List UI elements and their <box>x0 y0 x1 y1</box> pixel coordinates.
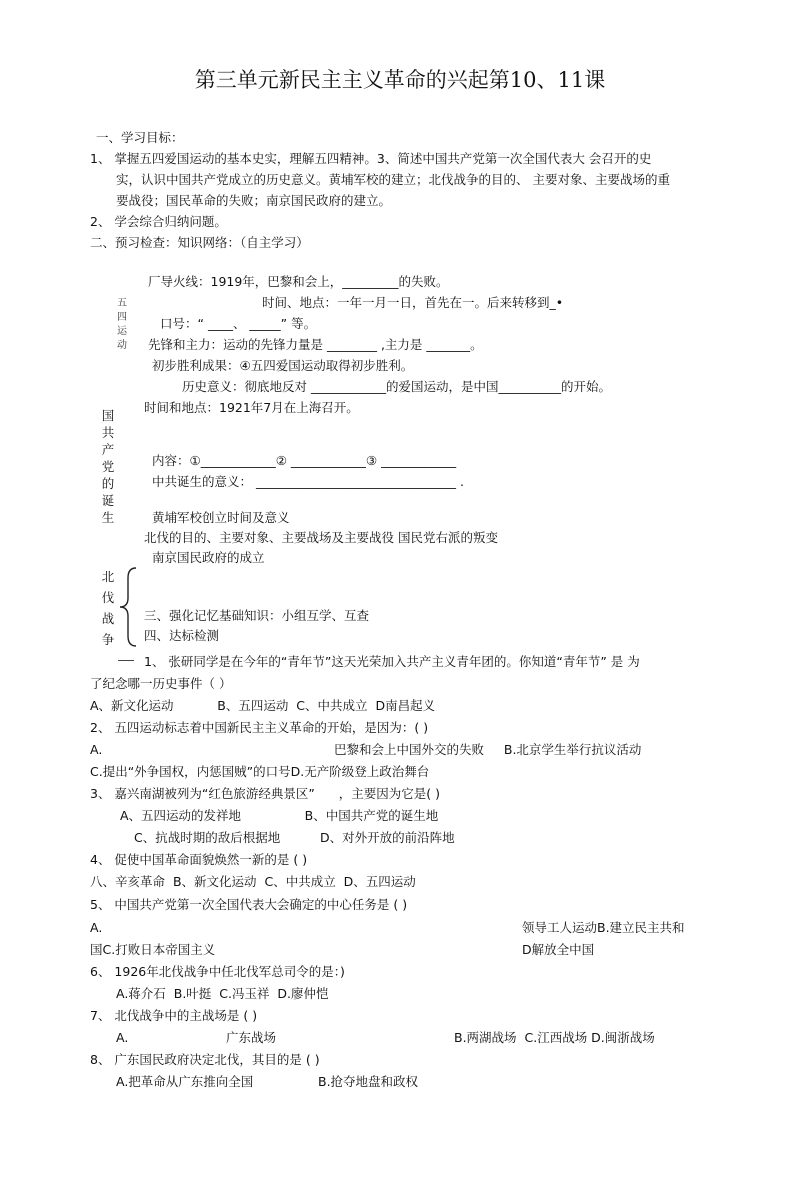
question-4: 4、 促使中国革命面貌焕然一新的是 ( ) <box>90 852 308 867</box>
question-4-options: 八、辛亥革命 B、新文化运动 C、中共成立 D、五四运动 <box>90 874 416 889</box>
objective-item-1-line-2: 实，认识中国共产党成立的历史意义。黄埔军校的建立；北伐战争的目的、 主要对象、主要战场的重 <box>116 172 670 187</box>
page-title: 第三单元新民主主义革命的兴起第10、11课 <box>194 68 606 92</box>
question-3-options-ab: A、五四运动的发祥地 B、中国共产党的诞生地 <box>120 808 439 823</box>
content-line: 内容：①____________② ____________③ ____________ <box>152 453 457 468</box>
preview-heading: 二、预习检查：知识网络：（自主学习） <box>90 235 309 250</box>
question-8-option-b: B.抢夺地盘和政权 <box>318 1074 419 1089</box>
question-1-options: A、新文化运动 B、五四运动 C、中共成立 D南昌起义 <box>90 698 436 713</box>
initial-victory-line: 初步胜利成果：④五四爱国运动取得初步胜利。 <box>152 358 414 373</box>
fuse-line: 厂导火线：1919年，巴黎和会上，_________的失败。 <box>148 274 449 289</box>
question-3: 3、 嘉兴南湖被列为“红色旅游经典景区” ，主要因为它是( ) <box>90 786 440 801</box>
brace-icon <box>116 566 140 648</box>
significance-line: 历史意义：彻底地反对 ____________的爱国运动，是中国__________的开始。 <box>182 379 611 394</box>
question-1-line-2: 了纪念哪一历史事件（ ） <box>90 676 232 691</box>
question-8: 8、 广东国民政府决定北伐，其目的是 ( ) <box>90 1052 320 1067</box>
question-2-options-cd: C.提出“外争国权，内惩国贼”的口号D.无产阶级登上政治舞台 <box>90 764 430 779</box>
question-7-option-a-label: A. <box>116 1030 129 1045</box>
question-3-options-cd: C、抗战时期的敌后根据地 D、对外开放的前沿阵地 <box>134 830 455 845</box>
cpc-meaning-line: 中共诞生的意义： ________________________________ . <box>152 474 464 489</box>
divider <box>118 660 134 661</box>
nanjing-line: 南京国民政府的成立 <box>152 550 265 565</box>
question-5-option-c: 国C.打败日本帝国主义 <box>90 942 216 957</box>
side-label-may-fourth: 五 四 运 动 <box>117 298 127 351</box>
objective-item-1-line-3: 要战役；国民革命的失败；南京国民政府的建立。 <box>116 193 392 208</box>
question-1-line-1: 1、 张研同学是在今年的“青年节”这天光荣加入共产主义青年团的。你知道“青年节” 是 为 <box>144 654 640 669</box>
section-4-heading: 四、达标检测 <box>144 628 220 643</box>
time-place-line: 时间、地点：一年一月一日，首先在一。后来转移到_• <box>262 295 564 310</box>
question-7-options-bcd: B.两湖战场 C.江西战场 D.闽浙战场 <box>454 1030 655 1045</box>
objective-item-2: 2、 学会综合归纳问题。 <box>90 214 227 229</box>
side-label-cpc-birth: 国 共 产 党 的 诞 生 <box>101 408 115 525</box>
question-5: 5、 中国共产党第一次全国代表大会确定的中心任务是 ( ) <box>90 897 408 912</box>
objective-item-1-line-1: 1、 掌握五四爱国运动的基本史实，理解五四精神。3、简述中国共产党第一次全国代表大 会召开的史 <box>90 151 652 166</box>
question-2-option-a-label: A. <box>90 742 103 757</box>
objectives-heading: 一、学习目标： <box>96 130 184 145</box>
side-label-northern-expedition: 北 伐 战 争 <box>101 569 115 647</box>
question-7: 7、 北伐战争中的主战场是 ( ) <box>90 1008 258 1023</box>
whampoa-line: 黄埔军校创立时间及意义 <box>152 510 290 525</box>
question-6-options: A.蒋介石 B.叶挺 C.冯玉祥 D.廖仲恺 <box>116 986 329 1001</box>
cpc-time-place-line: 时间和地点：1921年7月在上海召开。 <box>144 400 359 415</box>
question-5-options-ab: 领导工人运动B.建立民主共和 <box>522 920 685 935</box>
question-7-option-a: 广东战场 <box>226 1030 277 1045</box>
question-2: 2、 五四运动标志着中国新民主主义革命的开始，是因为：( ) <box>90 720 429 735</box>
question-5-option-d: D解放全中国 <box>522 942 595 957</box>
section-3-heading: 三、强化记忆基础知识：小组互学、互查 <box>144 608 370 623</box>
expedition-line: 北伐的目的、主要对象、主要战场及主要战役 国民党右派的叛变 <box>144 530 498 545</box>
slogan-line: 口号：“ ____、 _____” 等。 <box>160 316 317 331</box>
question-8-option-a: A.把革命从广东推向全国 <box>116 1074 254 1089</box>
question-5-option-a-label: A. <box>90 920 103 935</box>
question-6: 6、 1926年北伐战争中任北伐军总司令的是：) <box>90 964 345 979</box>
vanguard-line: 先锋和主力：运动的先锋力量是 ________ ,主力是 _______。 <box>148 337 483 352</box>
question-2-options-ab: 巴黎和会上中国外交的失败 B.北京学生举行抗议活动 <box>334 742 642 757</box>
